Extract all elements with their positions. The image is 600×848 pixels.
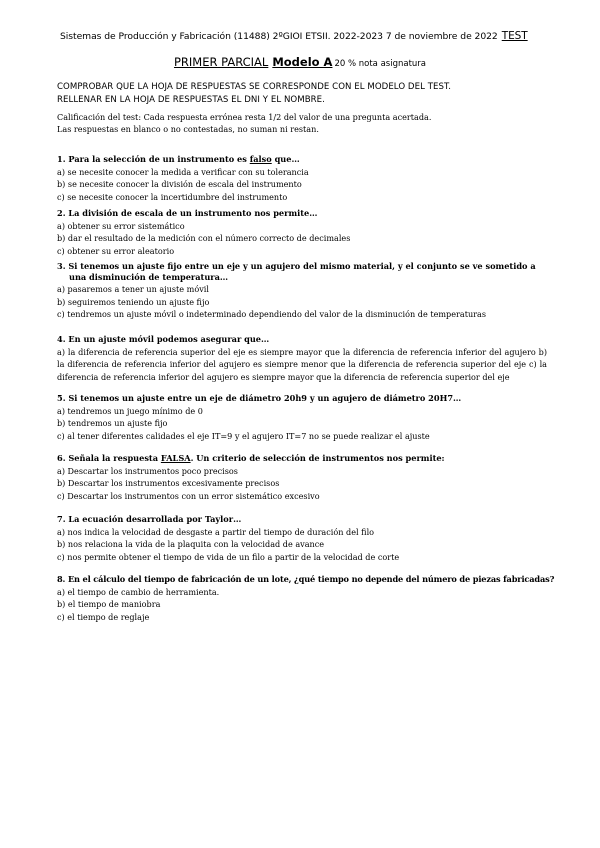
option: a) nos indica la velocidad de desgaste a partir del tiempo de duración del filo <box>57 526 375 537</box>
option: b) nos relaciona la vida de la plaquita con la velocidad de avance <box>57 539 325 549</box>
option: a) pasaremos a tener un ajuste móvil <box>57 284 209 294</box>
question-3 <box>57 261 547 321</box>
question-7 <box>57 513 547 563</box>
grading-info <box>57 112 547 135</box>
question-text: 6. Señala la respuesta FALSA. Un criterio de selección de instrumentos nos permite: <box>57 453 445 463</box>
grading-line: Las respuestas en blanco o no contestadas, no suman ni restan. <box>57 123 319 134</box>
option: b) dar el resultado de la medición con el número correcto de decimales <box>57 233 351 243</box>
instructions-caps <box>57 81 547 106</box>
option: b) se necesite conocer la división de escala del instrumento <box>57 179 302 189</box>
option: b) seguiremos teniendo un ajuste fijo <box>57 296 210 307</box>
exam-title <box>0 51 600 70</box>
question-2 <box>57 207 547 257</box>
course-header <box>60 30 540 42</box>
option: c) al tener diferentes calidades el eje IT=9 y el agujero IT=7 no se puede realizar el ajuste <box>57 430 430 441</box>
question-text: 2. La división de escala de un instrumento nos permite… <box>57 208 318 218</box>
question-text: 5. Si tenemos un ajuste entre un eje de diámetro 20h9 y un agujero de diámetro 20H7… <box>57 393 462 403</box>
option: a) tendremos un juego mínimo de 0 <box>57 405 203 416</box>
instruction-line: RELLENAR EN LA HOJA DE RESPUESTAS EL DNI Y EL NOMBRE. <box>57 94 325 105</box>
option: c) tendremos un ajuste móvil o indeterminado dependiendo del valor de la disminución de temperaturas <box>57 309 487 319</box>
title-model: Modelo A <box>272 55 333 69</box>
option: b) tendremos un ajuste fijo <box>57 418 168 428</box>
option: b) Descartar los instrumentos excesivamente precisos <box>57 478 280 488</box>
title-weight: 20 % nota asignatura <box>334 59 426 69</box>
question-text: 1. Para la selección de un instrumento es falso que… <box>57 154 300 164</box>
option: c) nos permite obtener el tiempo de vida de un filo a partir de la velocidad de corte <box>57 551 400 562</box>
instruction-line: COMPROBAR QUE LA HOJA DE RESPUESTAS SE CORRESPONDE CON EL MODELO DEL TEST. <box>57 82 452 92</box>
question-text: 7. La ecuación desarrollada por Taylor… <box>57 514 242 524</box>
option-block: a) la diferencia de referencia superior del eje es siempre mayor que la diferencia de referencia inferior del agujero b) la diferencia de referencia inferior del agujero es siempre menor que la diferencia de referencia superior del eje c) la diferencia de referencia inferior del agujero es siempre mayor que la diferencia de referencia superior del eje <box>57 346 547 382</box>
course-info: Sistemas de Producción y Fabricación (11488) 2ºGIOI ETSII. 2022-2023 7 de noviembre de 2022 <box>60 31 498 42</box>
option: a) se necesite conocer la medida a verificar con su tolerancia <box>57 166 309 177</box>
question-1 <box>57 153 547 203</box>
question-text: 3. Si tenemos un ajuste fijo entre un eje y un agujero del mismo material, y el conjunto se ve sometido a una disminución de temperatura… <box>57 261 536 282</box>
option: a) el tiempo de cambio de herramienta. <box>57 586 220 597</box>
question-4 <box>57 333 547 383</box>
question-text: 8. En el cálculo del tiempo de fabricación de un lote, ¿qué tiempo no depende del número de piezas fabricadas? <box>57 574 555 584</box>
question-6 <box>57 452 547 502</box>
question-8 <box>57 573 555 623</box>
option: c) obtener su error aleatorio <box>57 245 175 256</box>
option: c) el tiempo de reglaje <box>57 611 150 622</box>
question-text: 4. En un ajuste móvil podemos asegurar que… <box>57 334 270 344</box>
grading-line: Calificación del test: Cada respuesta errónea resta 1/2 del valor de una pregunta acertada. <box>57 112 432 122</box>
title-part1: PRIMER PARCIAL <box>173 55 269 69</box>
option: c) Descartar los instrumentos con un error sistemático excesivo <box>57 490 320 501</box>
option: c) se necesite conocer la incertidumbre del instrumento <box>57 191 288 202</box>
option: b) el tiempo de maniobra <box>57 599 161 609</box>
option: a) obtener su error sistemático <box>57 220 185 231</box>
test-label: TEST <box>501 30 528 42</box>
option: a) Descartar los instrumentos poco precisos <box>57 465 238 476</box>
question-5 <box>57 392 547 442</box>
